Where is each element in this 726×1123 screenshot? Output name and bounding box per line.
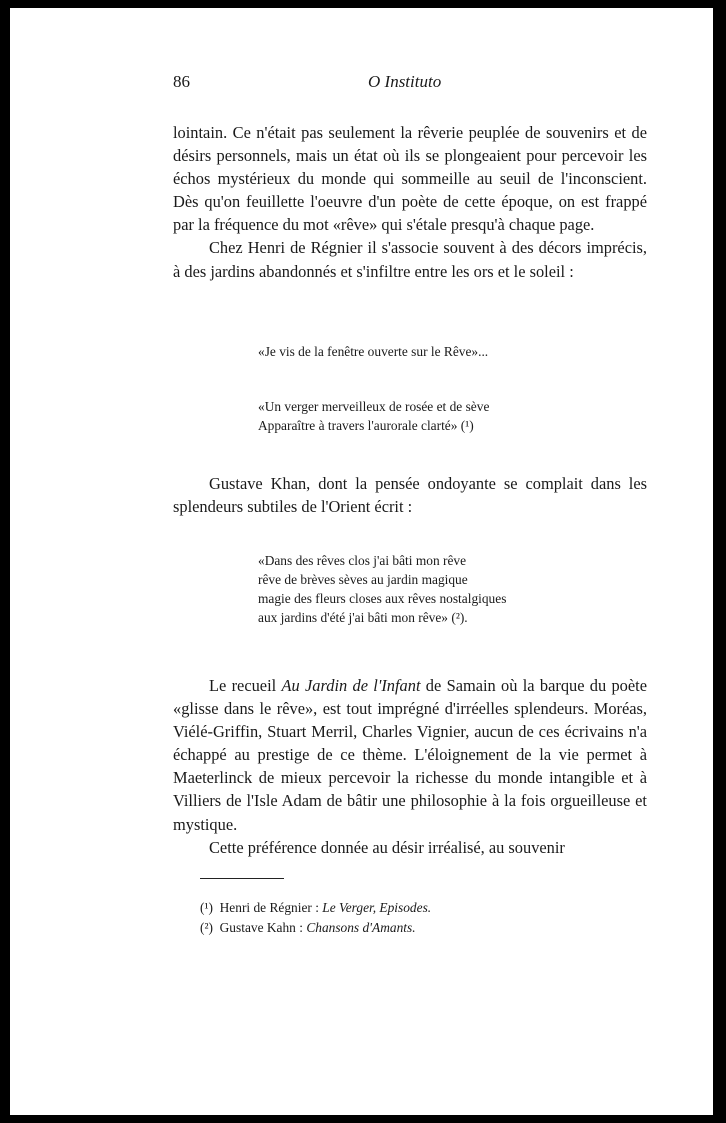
quote-line xyxy=(258,608,506,627)
quote-line: magie des fleurs closes aux rêves nostalgiques xyxy=(258,591,507,606)
footnote-ref: (¹) xyxy=(460,418,474,433)
book-title: Au Jardin de l'Infant xyxy=(281,676,421,695)
footnote-2 xyxy=(200,918,431,938)
quote-text: Apparaître à travers l'aurorale clarté» xyxy=(258,418,458,433)
footnote-1 xyxy=(200,898,431,918)
footnote-marker: (¹) xyxy=(200,900,213,915)
page-number: 86 xyxy=(173,72,190,91)
quote-line: «Un verger merveilleux de rosée et de sève xyxy=(258,399,490,414)
journal-title: O Instituto xyxy=(368,72,442,91)
body-text-lower xyxy=(173,674,647,859)
paragraph-5: Cette préférence donnée au désir irréalisé, au souvenir xyxy=(209,837,565,857)
body-text-khan xyxy=(173,472,647,518)
footnotes xyxy=(200,898,431,937)
paragraph-1: lointain. Ce n'était pas seulement la rêverie peuplée de souvenirs et de désirs personnels, mais un état où ils se plongeaient pour percevoir les échos mystérieux du monde qui sommeille au seuil de l'inconscient. Dès qu'on feuillette l'oeuvre d'un poète de cette époque, on est frappé par la fréquence du mot «rêve» qui s'étale presqu'à chaque page. xyxy=(173,123,647,235)
running-head xyxy=(10,72,713,102)
footnote-author: Henri de Régnier : xyxy=(219,900,319,915)
footnote-rule xyxy=(200,878,284,879)
quote-line: «Dans des rêves clos j'ai bâti mon rêve xyxy=(258,553,467,568)
quote-text: aux jardins d'été j'ai bâti mon rêve» xyxy=(258,610,448,625)
paragraph-4 xyxy=(173,674,647,836)
body-text-upper xyxy=(173,121,647,283)
quote-line: rêve de brèves sèves au jardin magique xyxy=(258,572,468,587)
document-page xyxy=(10,8,713,1115)
paragraph-3: Gustave Khan, dont la pensée ondoyante se complait dans les splendeurs subtiles de l'Orient écrit : xyxy=(173,474,647,517)
quote-khan-stanza xyxy=(258,551,506,627)
paragraph-4-rest: de Samain où la barque du poète «glisse dans le rêve», est tout imprégné d'irréelles splendeurs. Moréas, Viélé-Griffin, Stuart Merril, Charles Vignier, aucun de ces écrivains n'a échappé au prestige de ce thème. L'éloignement de la vie permet à Maeterlinck de mieux percevoir la richesse du monde intangible et à Villiers de l'Isle Adam de bâtir une philosophie à la fois orgueilleuse et mystique. xyxy=(173,676,647,834)
footnote-author: Gustave Kahn : xyxy=(219,919,303,935)
quote-line xyxy=(258,416,489,435)
footnote-title: Chansons d'Amants. xyxy=(306,919,416,935)
footnote-marker: (²) xyxy=(200,919,213,935)
quote-regnier-stanza xyxy=(258,397,489,435)
paragraph-2: Chez Henri de Régnier il s'associe souvent à des décors imprécis, à des jardins abandonnés et s'infiltre entre les ors et le soleil : xyxy=(173,238,647,281)
quote-line: «Je vis de la fenêtre ouverte sur le Rêve»... xyxy=(258,344,489,359)
paragraph-4-start: Le recueil xyxy=(209,676,282,695)
footnote-ref: (²). xyxy=(451,610,468,625)
footnote-title: Le Verger, Episodes. xyxy=(322,900,432,915)
quote-regnier-line xyxy=(258,342,488,361)
